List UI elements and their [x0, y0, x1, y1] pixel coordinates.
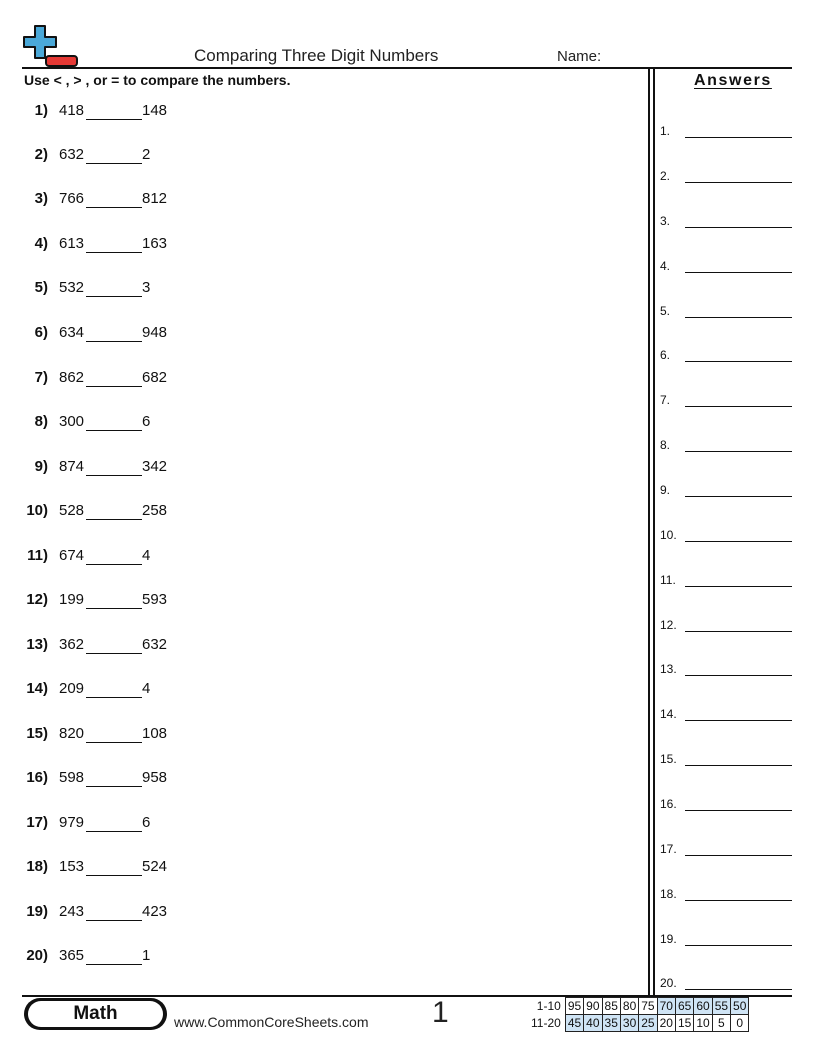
score-cell: 20 — [657, 1015, 675, 1032]
left-number: 532 — [59, 279, 85, 296]
name-label: Name: — [557, 48, 602, 65]
answer-blank[interactable] — [86, 207, 142, 208]
answer-input-line[interactable] — [685, 631, 792, 632]
right-number: 4 — [142, 547, 151, 564]
left-number: 365 — [59, 947, 85, 964]
left-number: 674 — [59, 547, 85, 564]
right-number: 593 — [142, 591, 168, 608]
answer-blank[interactable] — [86, 341, 142, 342]
answer-input-line[interactable] — [685, 855, 792, 856]
answer-blank[interactable] — [86, 430, 142, 431]
subject-badge — [24, 998, 167, 1030]
left-number: 362 — [59, 636, 85, 653]
answer-line-item — [660, 438, 795, 456]
problem-number: 13) — [26, 636, 48, 653]
right-number: 163 — [142, 235, 168, 252]
answer-blank[interactable] — [86, 875, 142, 876]
problem-number: 9) — [34, 458, 48, 475]
score-cell: 90 — [584, 998, 602, 1015]
right-number: 108 — [142, 725, 168, 742]
score-table — [529, 997, 749, 1032]
answer-number: 19. — [660, 932, 677, 946]
left-number: 979 — [59, 814, 85, 831]
answer-blank[interactable] — [86, 564, 142, 565]
answer-number: 17. — [660, 842, 677, 856]
instructions: Use < , > , or = to compare the numbers. — [24, 72, 291, 88]
left-number: 209 — [59, 680, 85, 697]
left-number: 153 — [59, 858, 85, 875]
problem-number: 12) — [26, 591, 48, 608]
worksheet-title: Comparing Three Digit Numbers — [194, 46, 439, 65]
answer-line-item — [660, 842, 795, 860]
answer-line-item — [660, 797, 795, 815]
answer-number: 5. — [660, 304, 671, 318]
left-number: 613 — [59, 235, 85, 252]
left-number: 820 — [59, 725, 85, 742]
answer-blank[interactable] — [86, 831, 142, 832]
score-cell: 55 — [712, 998, 730, 1015]
answer-blank[interactable] — [86, 786, 142, 787]
answer-line-item — [660, 662, 795, 680]
answer-blank[interactable] — [86, 296, 142, 297]
right-number: 3 — [142, 279, 151, 296]
score-cell: 80 — [620, 998, 638, 1015]
problem-number: 19) — [26, 903, 48, 920]
answer-blank[interactable] — [86, 252, 142, 253]
answer-line-item — [660, 887, 795, 905]
score-cell: 60 — [694, 998, 712, 1015]
answer-number: 18. — [660, 887, 677, 901]
problem-number: 10) — [26, 502, 48, 519]
left-number: 634 — [59, 324, 85, 341]
score-cell: 40 — [584, 1015, 602, 1032]
left-number: 632 — [59, 146, 85, 163]
plus-minus-logo-icon — [22, 24, 80, 70]
score-cell: 85 — [602, 998, 620, 1015]
answer-number: 2. — [660, 169, 671, 183]
answer-input-line[interactable] — [685, 406, 792, 407]
problem-number: 16) — [26, 769, 48, 786]
answer-blank[interactable] — [86, 608, 142, 609]
answer-input-line[interactable] — [685, 317, 792, 318]
answer-line-item — [660, 304, 795, 322]
answer-input-line[interactable] — [685, 361, 792, 362]
answer-input-line[interactable] — [685, 496, 792, 497]
answer-line-item — [660, 214, 795, 232]
right-number: 2 — [142, 146, 151, 163]
score-cell: 35 — [602, 1015, 620, 1032]
answer-input-line[interactable] — [685, 586, 792, 587]
answers-heading: Answers — [694, 72, 772, 89]
column-divider — [653, 68, 655, 996]
score-cell: 10 — [694, 1015, 712, 1032]
answer-input-line[interactable] — [685, 227, 792, 228]
answer-input-line[interactable] — [685, 765, 792, 766]
answer-input-line[interactable] — [685, 900, 792, 901]
score-cell: 25 — [639, 1015, 657, 1032]
right-number: 812 — [142, 190, 168, 207]
left-number: 300 — [59, 413, 85, 430]
page-number: 1 — [432, 996, 449, 1029]
answer-number: 20. — [660, 976, 677, 990]
answer-number: 14. — [660, 707, 677, 721]
right-number: 524 — [142, 858, 168, 875]
answer-number: 1. — [660, 124, 671, 138]
problem-number: 7) — [34, 369, 48, 386]
left-number: 528 — [59, 502, 85, 519]
problem-number: 18) — [26, 858, 48, 875]
right-number: 423 — [142, 903, 168, 920]
left-number: 418 — [59, 102, 85, 119]
right-number: 258 — [142, 502, 168, 519]
answer-blank[interactable] — [86, 519, 142, 520]
answer-blank[interactable] — [86, 119, 142, 120]
right-number: 4 — [142, 680, 151, 697]
right-number: 1 — [142, 947, 151, 964]
answer-line-item — [660, 393, 795, 411]
answer-blank[interactable] — [86, 920, 142, 921]
answer-line-item — [660, 259, 795, 277]
right-number: 958 — [142, 769, 168, 786]
right-number: 148 — [142, 102, 168, 119]
right-number: 682 — [142, 369, 168, 386]
answer-number: 7. — [660, 393, 671, 407]
answer-blank[interactable] — [86, 697, 142, 698]
problem-number: 1) — [34, 102, 48, 119]
answer-input-line[interactable] — [685, 451, 792, 452]
problem-number: 14) — [26, 680, 48, 697]
score-cell: 95 — [565, 998, 583, 1015]
answer-line-item — [660, 932, 795, 950]
answer-line-item — [660, 976, 795, 994]
score-cell: 30 — [620, 1015, 638, 1032]
score-cell: 0 — [731, 1015, 749, 1032]
answer-number: 6. — [660, 348, 671, 362]
left-number: 598 — [59, 769, 85, 786]
score-cell: 50 — [731, 998, 749, 1015]
answer-number: 15. — [660, 752, 677, 766]
answer-line-item — [660, 573, 795, 591]
answer-input-line[interactable] — [685, 720, 792, 721]
answer-line-item — [660, 528, 795, 546]
answer-blank[interactable] — [86, 475, 142, 476]
subject-label: Math — [28, 1001, 163, 1027]
problem-number: 2) — [34, 146, 48, 163]
answer-line-item — [660, 124, 795, 142]
answer-number: 11. — [660, 573, 676, 587]
left-number: 243 — [59, 903, 85, 920]
right-number: 632 — [142, 636, 168, 653]
answer-number: 12. — [660, 618, 677, 632]
right-number: 6 — [142, 814, 151, 831]
answer-line-item — [660, 348, 795, 366]
header-divider — [22, 67, 792, 69]
answer-line-item — [660, 707, 795, 725]
problem-number: 11) — [27, 547, 48, 564]
answer-input-line[interactable] — [685, 989, 792, 990]
answer-input-line[interactable] — [685, 675, 792, 676]
answer-input-line[interactable] — [685, 945, 792, 946]
problem-number: 17) — [26, 814, 48, 831]
answer-line-item — [660, 618, 795, 636]
problem-number: 3) — [34, 190, 48, 207]
answer-input-line[interactable] — [685, 541, 792, 542]
left-number: 874 — [59, 458, 85, 475]
right-number: 342 — [142, 458, 168, 475]
website-url: www.CommonCoreSheets.com — [174, 1014, 369, 1030]
score-row — [529, 1015, 749, 1032]
score-cell: 15 — [675, 1015, 693, 1032]
answer-number: 3. — [660, 214, 671, 228]
problem-number: 20) — [26, 947, 48, 964]
right-number: 948 — [142, 324, 168, 341]
left-number: 766 — [59, 190, 85, 207]
score-cell: 45 — [565, 1015, 583, 1032]
column-divider — [648, 68, 650, 996]
problem-number: 4) — [34, 235, 48, 252]
answer-blank[interactable] — [86, 964, 142, 965]
answer-number: 9. — [660, 483, 671, 497]
answer-number: 8. — [660, 438, 671, 452]
score-cell: 75 — [639, 998, 657, 1015]
answer-line-item — [660, 169, 795, 187]
answer-input-line[interactable] — [685, 137, 792, 138]
left-number: 862 — [59, 369, 85, 386]
answer-number: 16. — [660, 797, 677, 811]
left-number: 199 — [59, 591, 85, 608]
answer-number: 13. — [660, 662, 677, 676]
score-row — [529, 998, 749, 1015]
answer-input-line[interactable] — [685, 272, 792, 273]
answer-blank[interactable] — [86, 653, 142, 654]
score-row-label: 11-20 — [531, 1016, 561, 1030]
answer-line-item — [660, 483, 795, 501]
answer-input-line[interactable] — [685, 182, 792, 183]
score-row-label: 1-10 — [536, 999, 561, 1013]
answer-blank[interactable] — [86, 386, 142, 387]
problem-number: 6) — [34, 324, 48, 341]
right-number: 6 — [142, 413, 151, 430]
answer-input-line[interactable] — [685, 810, 792, 811]
problem-number: 5) — [34, 279, 48, 296]
answer-line-item — [660, 752, 795, 770]
answer-blank[interactable] — [86, 742, 142, 743]
answer-blank[interactable] — [86, 163, 142, 164]
answer-number: 4. — [660, 259, 671, 273]
score-cell: 65 — [675, 998, 693, 1015]
problem-number: 15) — [26, 725, 48, 742]
score-cell: 5 — [712, 1015, 730, 1032]
score-cell: 70 — [657, 998, 675, 1015]
answer-number: 10. — [660, 528, 677, 542]
problem-number: 8) — [34, 413, 48, 430]
